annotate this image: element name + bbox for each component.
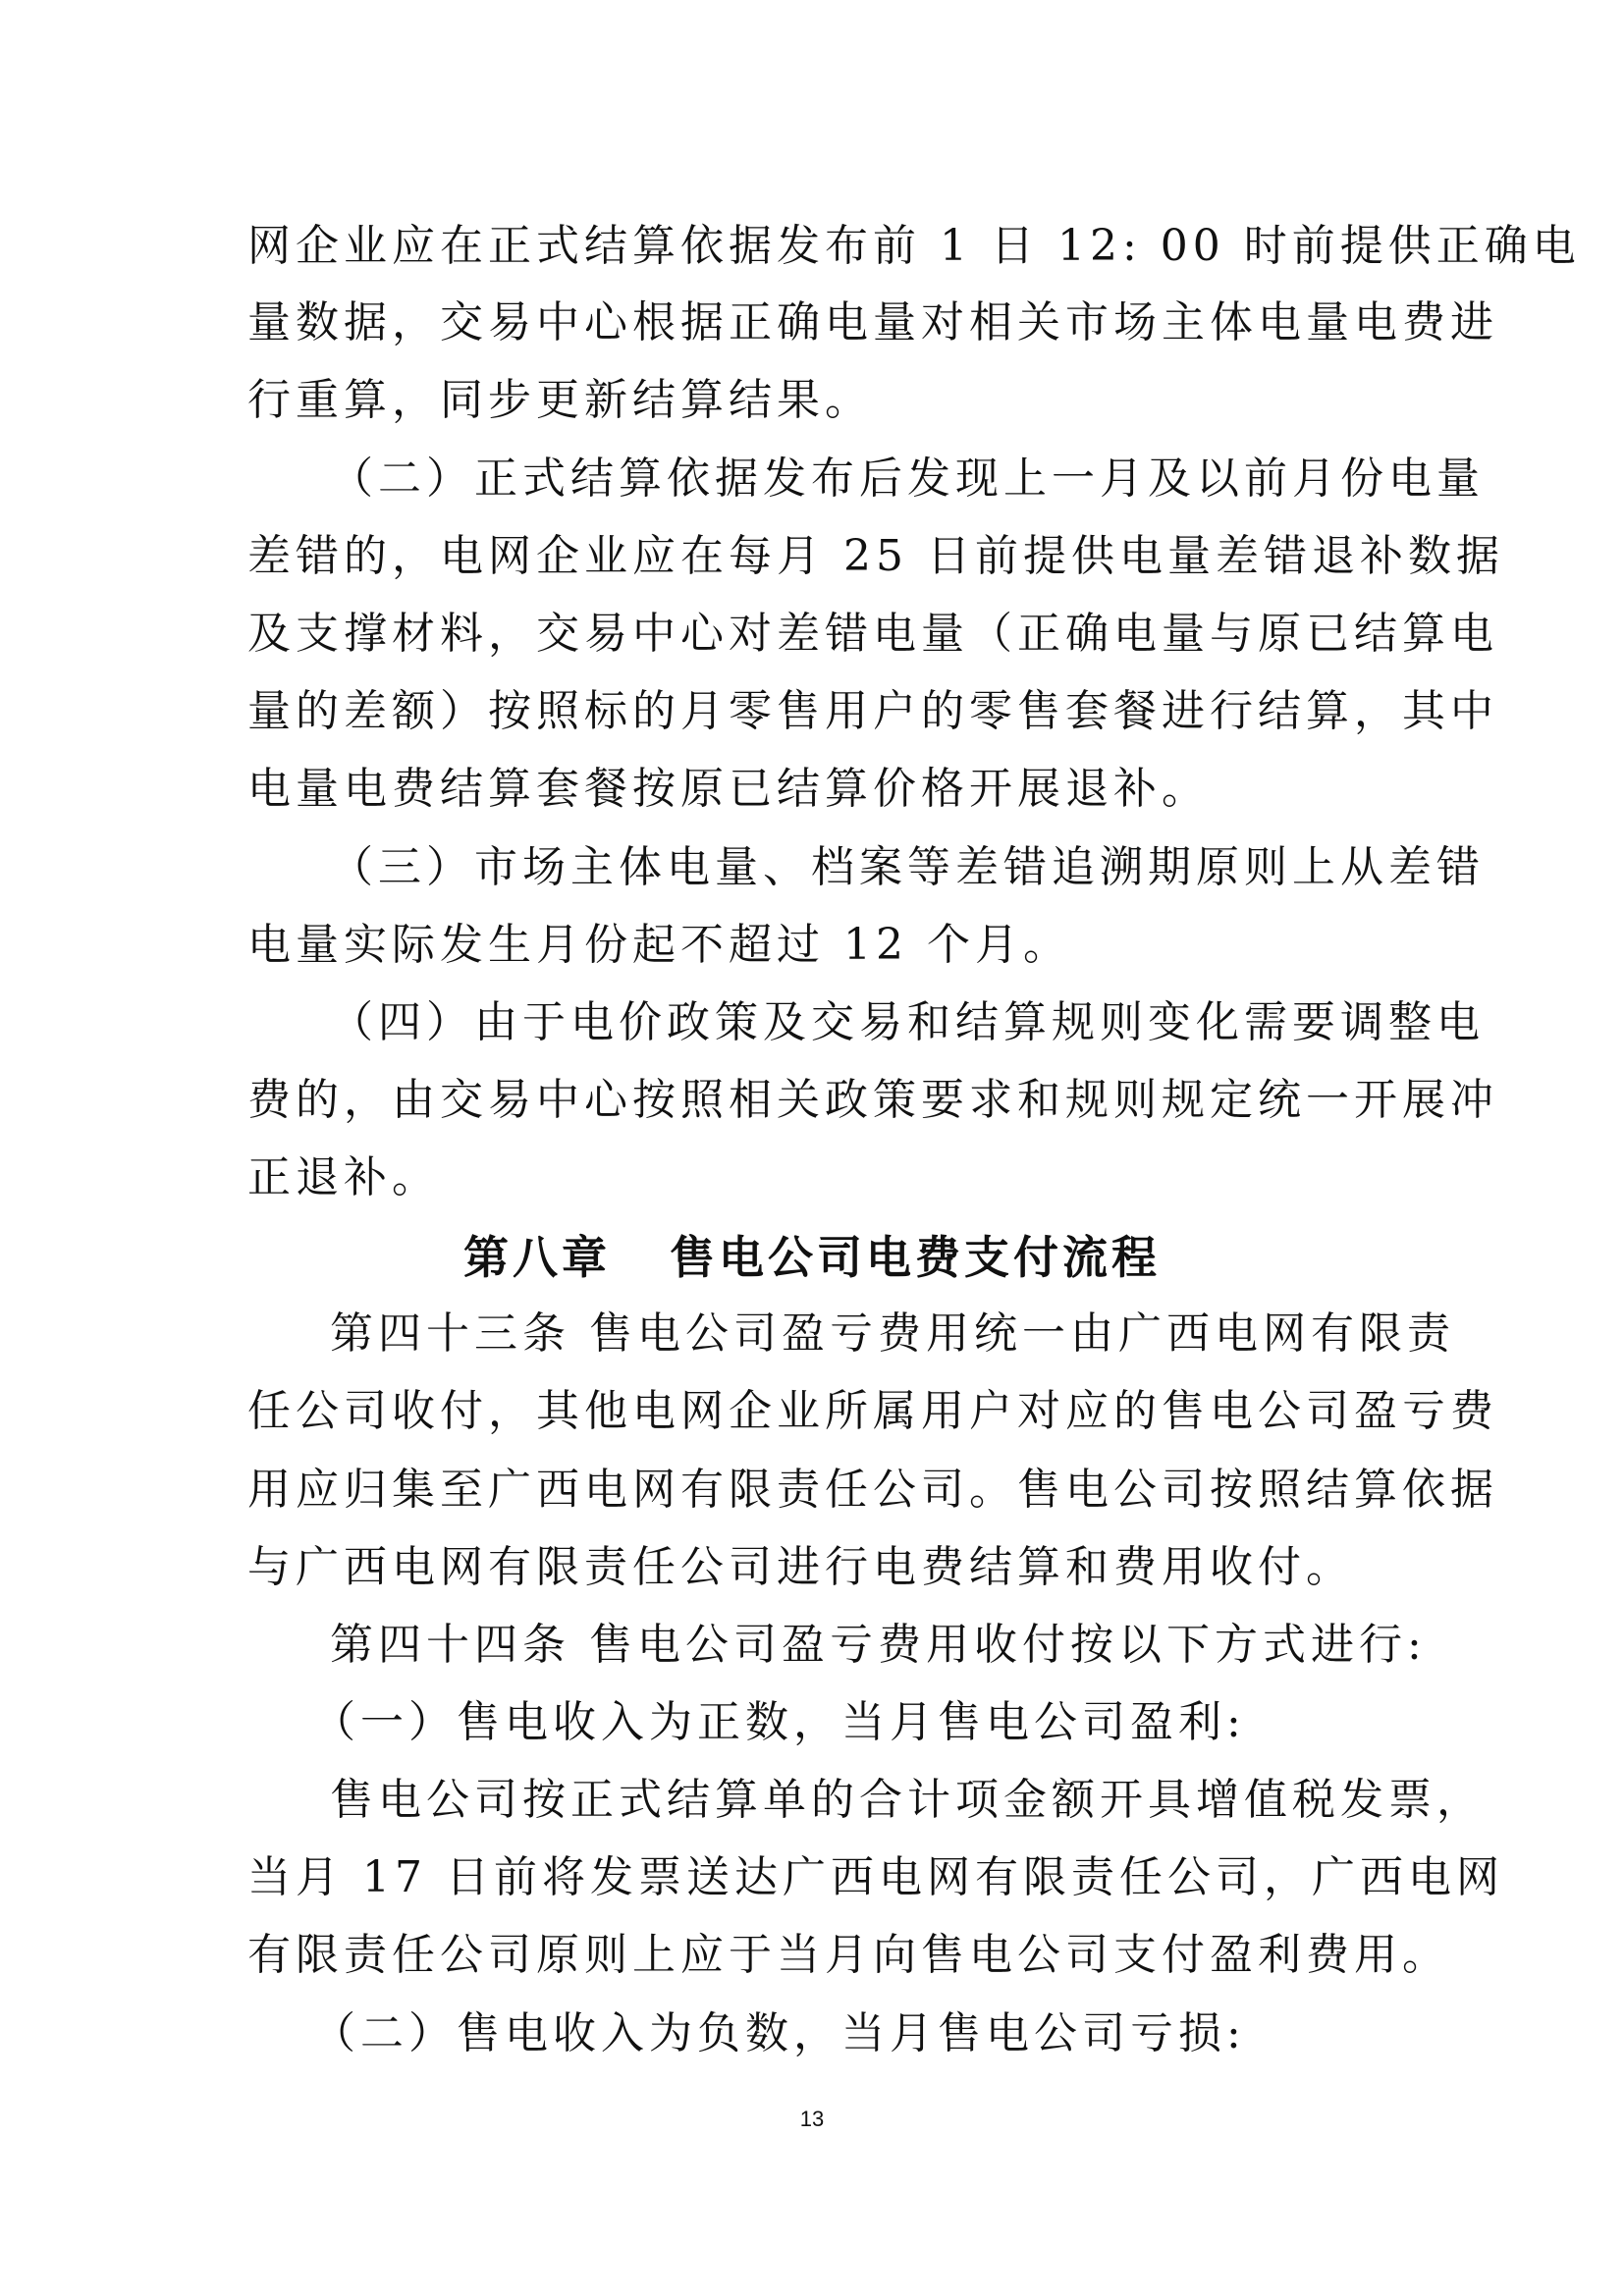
paragraph-3-line-1: （三）市场主体电量、档案等差错追溯期原则上从差错 (330, 842, 1485, 892)
item-1-line-3: 有限责任公司原则上应于当月向售电公司支付盈利费用。 (247, 1930, 1450, 1980)
article-44-line-1: 第四十四条 售电公司盈亏费用收付按以下方式进行: (330, 1620, 1427, 1670)
paragraph-4-line-1: （四）由于电价政策及交易和结算规则变化需要调整电 (330, 997, 1485, 1047)
body-line-2: 量数据，交易中心根据正确电量对相关市场主体电量电费进 (247, 297, 1498, 347)
article-43-line-4: 与广西电网有限责任公司进行电费结算和费用收付。 (247, 1542, 1354, 1592)
article-43-line-1: 第四十三条 售电公司盈亏费用统一由广西电网有限责 (330, 1308, 1455, 1359)
page-number: 13 (799, 2107, 825, 2131)
paragraph-2-line-1: （二）正式结算依据发布后发现上一月及以前月份电量 (330, 454, 1485, 504)
article-43-line-2: 任公司收付，其他电网企业所属用户对应的售电公司盈亏费 (247, 1386, 1498, 1436)
paragraph-3-line-2: 电量实际发生月份起不超过 12 个月。 (247, 920, 1071, 970)
paragraph-2-line-4: 量的差额）按照标的月零售用户的零售套餐进行结算，其中 (247, 686, 1498, 736)
paragraph-2-line-2: 差错的，电网企业应在每月 25 日前提供电量差错退补数据 (247, 531, 1504, 581)
body-line-1: 网企业应在正式结算依据发布前 1 日 12: 00 时前提供正确电 (247, 221, 1581, 271)
paragraph-2-line-5: 电量电费结算套餐按原已结算价格开展退补。 (247, 764, 1210, 814)
paragraph-4-line-3: 正退补。 (247, 1152, 440, 1202)
item-2-heading: （二）售电收入为负数，当月售电公司亏损: (312, 2008, 1246, 2058)
item-1-line-2: 当月 17 日前将发票送达广西电网有限责任公司，广西电网 (247, 1852, 1504, 1902)
body-line-3: 行重算，同步更新结算结果。 (247, 375, 873, 425)
paragraph-2-line-3: 及支撑材料，交易中心对差错电量（正确电量与原已结算电 (247, 609, 1498, 659)
paragraph-4-line-2: 费的，由交易中心按照相关政策要求和规则规定统一开展冲 (247, 1075, 1498, 1125)
item-1-line-1: 售电公司按正式结算单的合计项金额开具增值税发票， (330, 1775, 1485, 1825)
item-1-heading: （一）售电收入为正数，当月售电公司盈利: (312, 1697, 1246, 1747)
chapter-heading: 第八章 售电公司电费支付流程 (462, 1231, 1162, 1284)
article-43-line-3: 用应归集至广西电网有限责任公司。售电公司按照结算依据 (247, 1465, 1498, 1515)
